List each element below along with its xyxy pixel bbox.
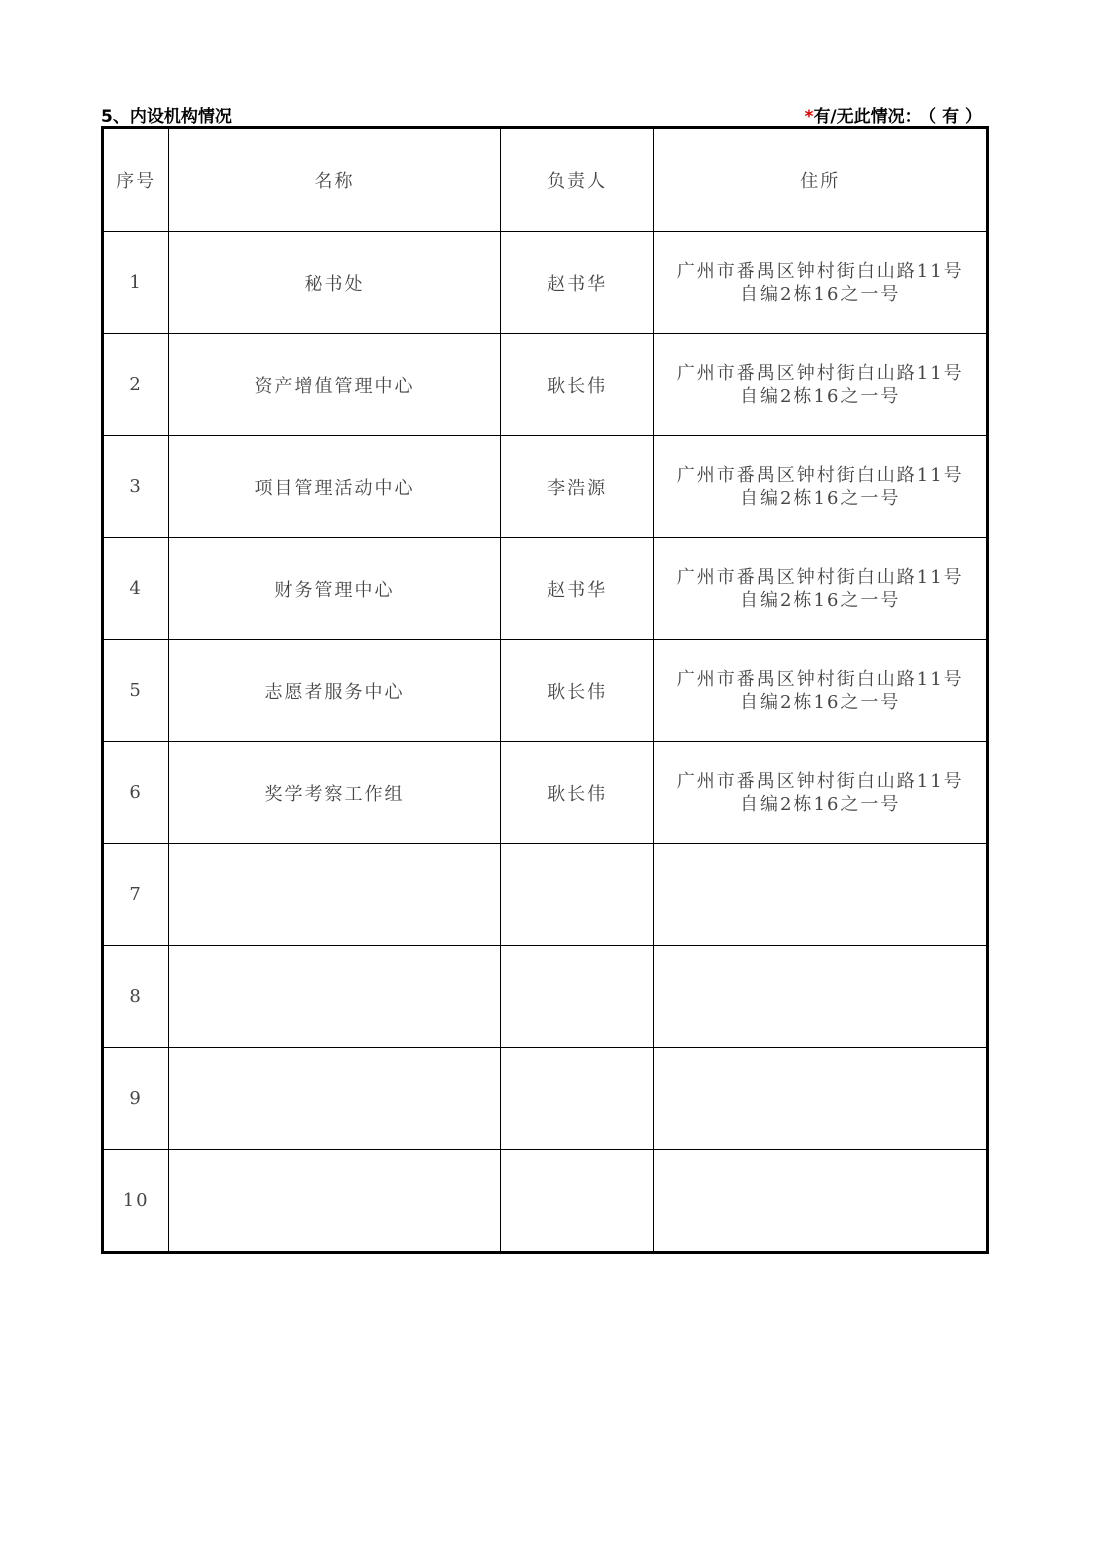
address-line-2: 自编2栋16之一号 <box>740 487 901 509</box>
row-name <box>169 946 500 1048</box>
table-row <box>103 436 988 538</box>
row-address <box>654 1150 988 1253</box>
row-index: 8 <box>103 946 169 1048</box>
header-name: 名称 <box>169 128 500 232</box>
address-line-2: 自编2栋16之一号 <box>740 793 901 815</box>
table-row <box>103 640 988 742</box>
row-person <box>500 946 654 1048</box>
row-address <box>654 334 988 436</box>
table-row <box>103 232 988 334</box>
row-index: 5 <box>103 640 169 742</box>
address-line-2: 自编2栋16之一号 <box>740 385 901 407</box>
row-name <box>169 1150 500 1253</box>
address-line-1: 广州市番禺区钟村街白山路11号 <box>676 566 964 588</box>
row-person: 赵书华 <box>500 538 654 640</box>
header-index: 序号 <box>103 128 169 232</box>
row-index: 4 <box>103 538 169 640</box>
row-address <box>654 946 988 1048</box>
row-address <box>654 1048 988 1150</box>
required-asterisk: * <box>804 107 814 127</box>
table-row <box>103 334 988 436</box>
row-index: 7 <box>103 844 169 946</box>
status-indicator <box>805 102 982 127</box>
row-name: 秘书处 <box>169 232 500 334</box>
internal-organizations-table <box>101 126 989 1254</box>
row-name: 项目管理活动中心 <box>169 436 500 538</box>
row-address <box>654 742 988 844</box>
table-row <box>103 538 988 640</box>
row-index: 10 <box>103 1150 169 1253</box>
address-line-2: 自编2栋16之一号 <box>740 691 901 713</box>
row-index: 1 <box>103 232 169 334</box>
row-address <box>654 640 988 742</box>
row-person: 耿长伟 <box>500 640 654 742</box>
row-address <box>654 436 988 538</box>
row-person: 赵书华 <box>500 232 654 334</box>
row-person: 耿长伟 <box>500 742 654 844</box>
row-name <box>169 844 500 946</box>
row-index: 9 <box>103 1048 169 1150</box>
address-line-1: 广州市番禺区钟村街白山路11号 <box>676 362 964 384</box>
row-name <box>169 1048 500 1150</box>
row-person <box>500 844 654 946</box>
row-person: 耿长伟 <box>500 334 654 436</box>
row-person <box>500 1150 654 1253</box>
header-person: 负责人 <box>500 128 654 232</box>
row-address <box>654 232 988 334</box>
row-index: 3 <box>103 436 169 538</box>
address-line-1: 广州市番禺区钟村街白山路11号 <box>676 260 964 282</box>
table-row <box>103 1048 988 1150</box>
address-line-1: 广州市番禺区钟村街白山路11号 <box>676 770 964 792</box>
table-header-row <box>103 128 988 232</box>
header-address: 住所 <box>654 128 988 232</box>
table-row <box>103 844 988 946</box>
table-row <box>103 946 988 1048</box>
row-person: 李浩源 <box>500 436 654 538</box>
row-address <box>654 844 988 946</box>
section-title: 5、内设机构情况 <box>101 107 232 127</box>
row-name: 财务管理中心 <box>169 538 500 640</box>
address-line-2: 自编2栋16之一号 <box>740 589 901 611</box>
address-line-2: 自编2栋16之一号 <box>740 283 901 305</box>
row-person <box>500 1048 654 1150</box>
section-header <box>101 100 988 126</box>
table-row <box>103 742 988 844</box>
row-address <box>654 538 988 640</box>
row-name: 奖学考察工作组 <box>169 742 500 844</box>
status-value: （ 有 ） <box>927 107 982 127</box>
row-index: 6 <box>103 742 169 844</box>
status-label: 有/无此情况： <box>813 107 922 127</box>
row-index: 2 <box>103 334 169 436</box>
row-name: 志愿者服务中心 <box>169 640 500 742</box>
address-line-1: 广州市番禺区钟村街白山路11号 <box>676 668 964 690</box>
address-line-1: 广州市番禺区钟村街白山路11号 <box>676 464 964 486</box>
table-row <box>103 1150 988 1253</box>
row-name: 资产增值管理中心 <box>169 334 500 436</box>
